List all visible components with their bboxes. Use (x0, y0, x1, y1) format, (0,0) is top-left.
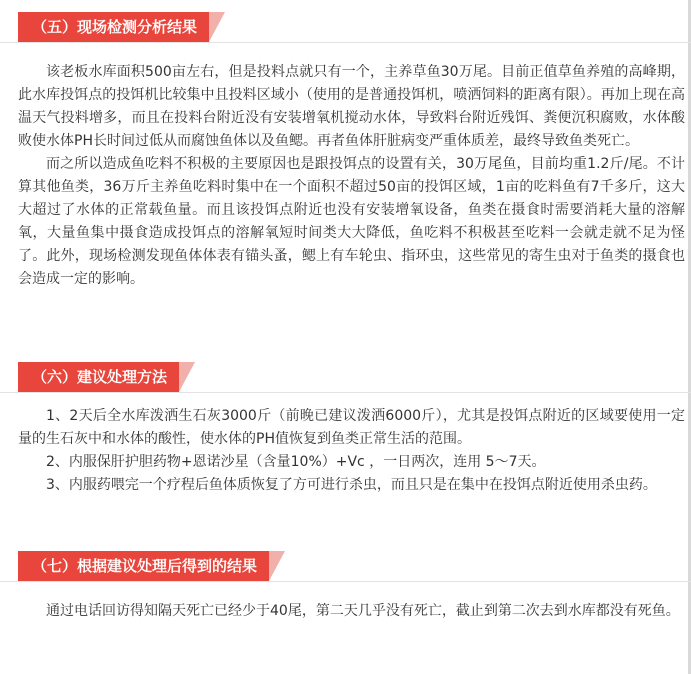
list-item: 1、2天后全水库泼洒生石灰3000斤（前晚已建议泼洒6000斤），尤其是投饵点附近的区域要使用一定量的生石灰中和水体的酸性，使水体的PH值恢复到鱼类正常生活的范围。 (18, 408, 685, 447)
section-header (0, 551, 691, 582)
section-results (0, 551, 691, 623)
section-body (0, 393, 691, 497)
section-title: （七）根据建议处理后得到的结果 (18, 551, 269, 581)
section-site-analysis (0, 12, 691, 291)
section-header (0, 362, 691, 393)
section-recommendations (0, 362, 691, 497)
paragraph: 而之所以造成鱼吃料不积极的主要原因也是跟投饵点的设置有关，30万尾鱼，目前均重1.2斤/尾。不计算其他鱼类，36万斤主养鱼吃料时集中在一个面积不超过50亩的投饵区域，1亩的吃料鱼有7千多斤，这大大超过了水体的正常载鱼量。而且该投饵点附近也没有安装增氧设备，鱼类在摄食时需要消耗大量的溶解氧，大量鱼集中摄食造成投饵点的溶解氧短时间类大大降低，鱼吃料不积极甚至吃料一会就走就不足为怪了。此外，现场检测发现鱼体体表有锚头蚤，鳃上有车轮虫、指环虫，这些常见的寄生虫对于鱼类的摄食也会造成一定的影响。 (18, 156, 685, 287)
section-title: （六）建议处理方法 (18, 362, 179, 392)
section-header (0, 12, 691, 43)
list-item: 2、内服保肝护胆药物+恩诺沙星（含量10%）+Vc ，一日两次，连用 5～7天。 (46, 454, 546, 470)
section-body (0, 43, 691, 291)
section-body (0, 582, 691, 623)
paragraph: 通过电话回访得知隔天死亡已经少于40尾，第二天几乎没有死亡，截止到第二次去到水库都没有死鱼。 (46, 603, 680, 619)
list-item: 3、内服药喂完一个疗程后鱼体质恢复了方可进行杀虫，而且只是在集中在投饵点附近使用杀虫药。 (46, 477, 657, 493)
section-title: （五）现场检测分析结果 (18, 12, 209, 42)
paragraph: 该老板水库面积500亩左右，但是投料点就只有一个，主养草鱼30万尾。目前正值草鱼养殖的高峰期，此水库投饵点的投饵机比较集中且投料区域小（使用的是普通投饵机，喷洒饲料的距离有限）。再加上现在高温天气投料增多，而且在投料台附近没有安装增氧机搅动水体，导致料台附近残饵、粪便沉积腐败，水体酸败使水体PH长时间过低从而腐蚀鱼体以及鱼鳃。再者鱼体肝脏病变严重体质差，最终导致鱼类死亡。 (18, 64, 685, 149)
